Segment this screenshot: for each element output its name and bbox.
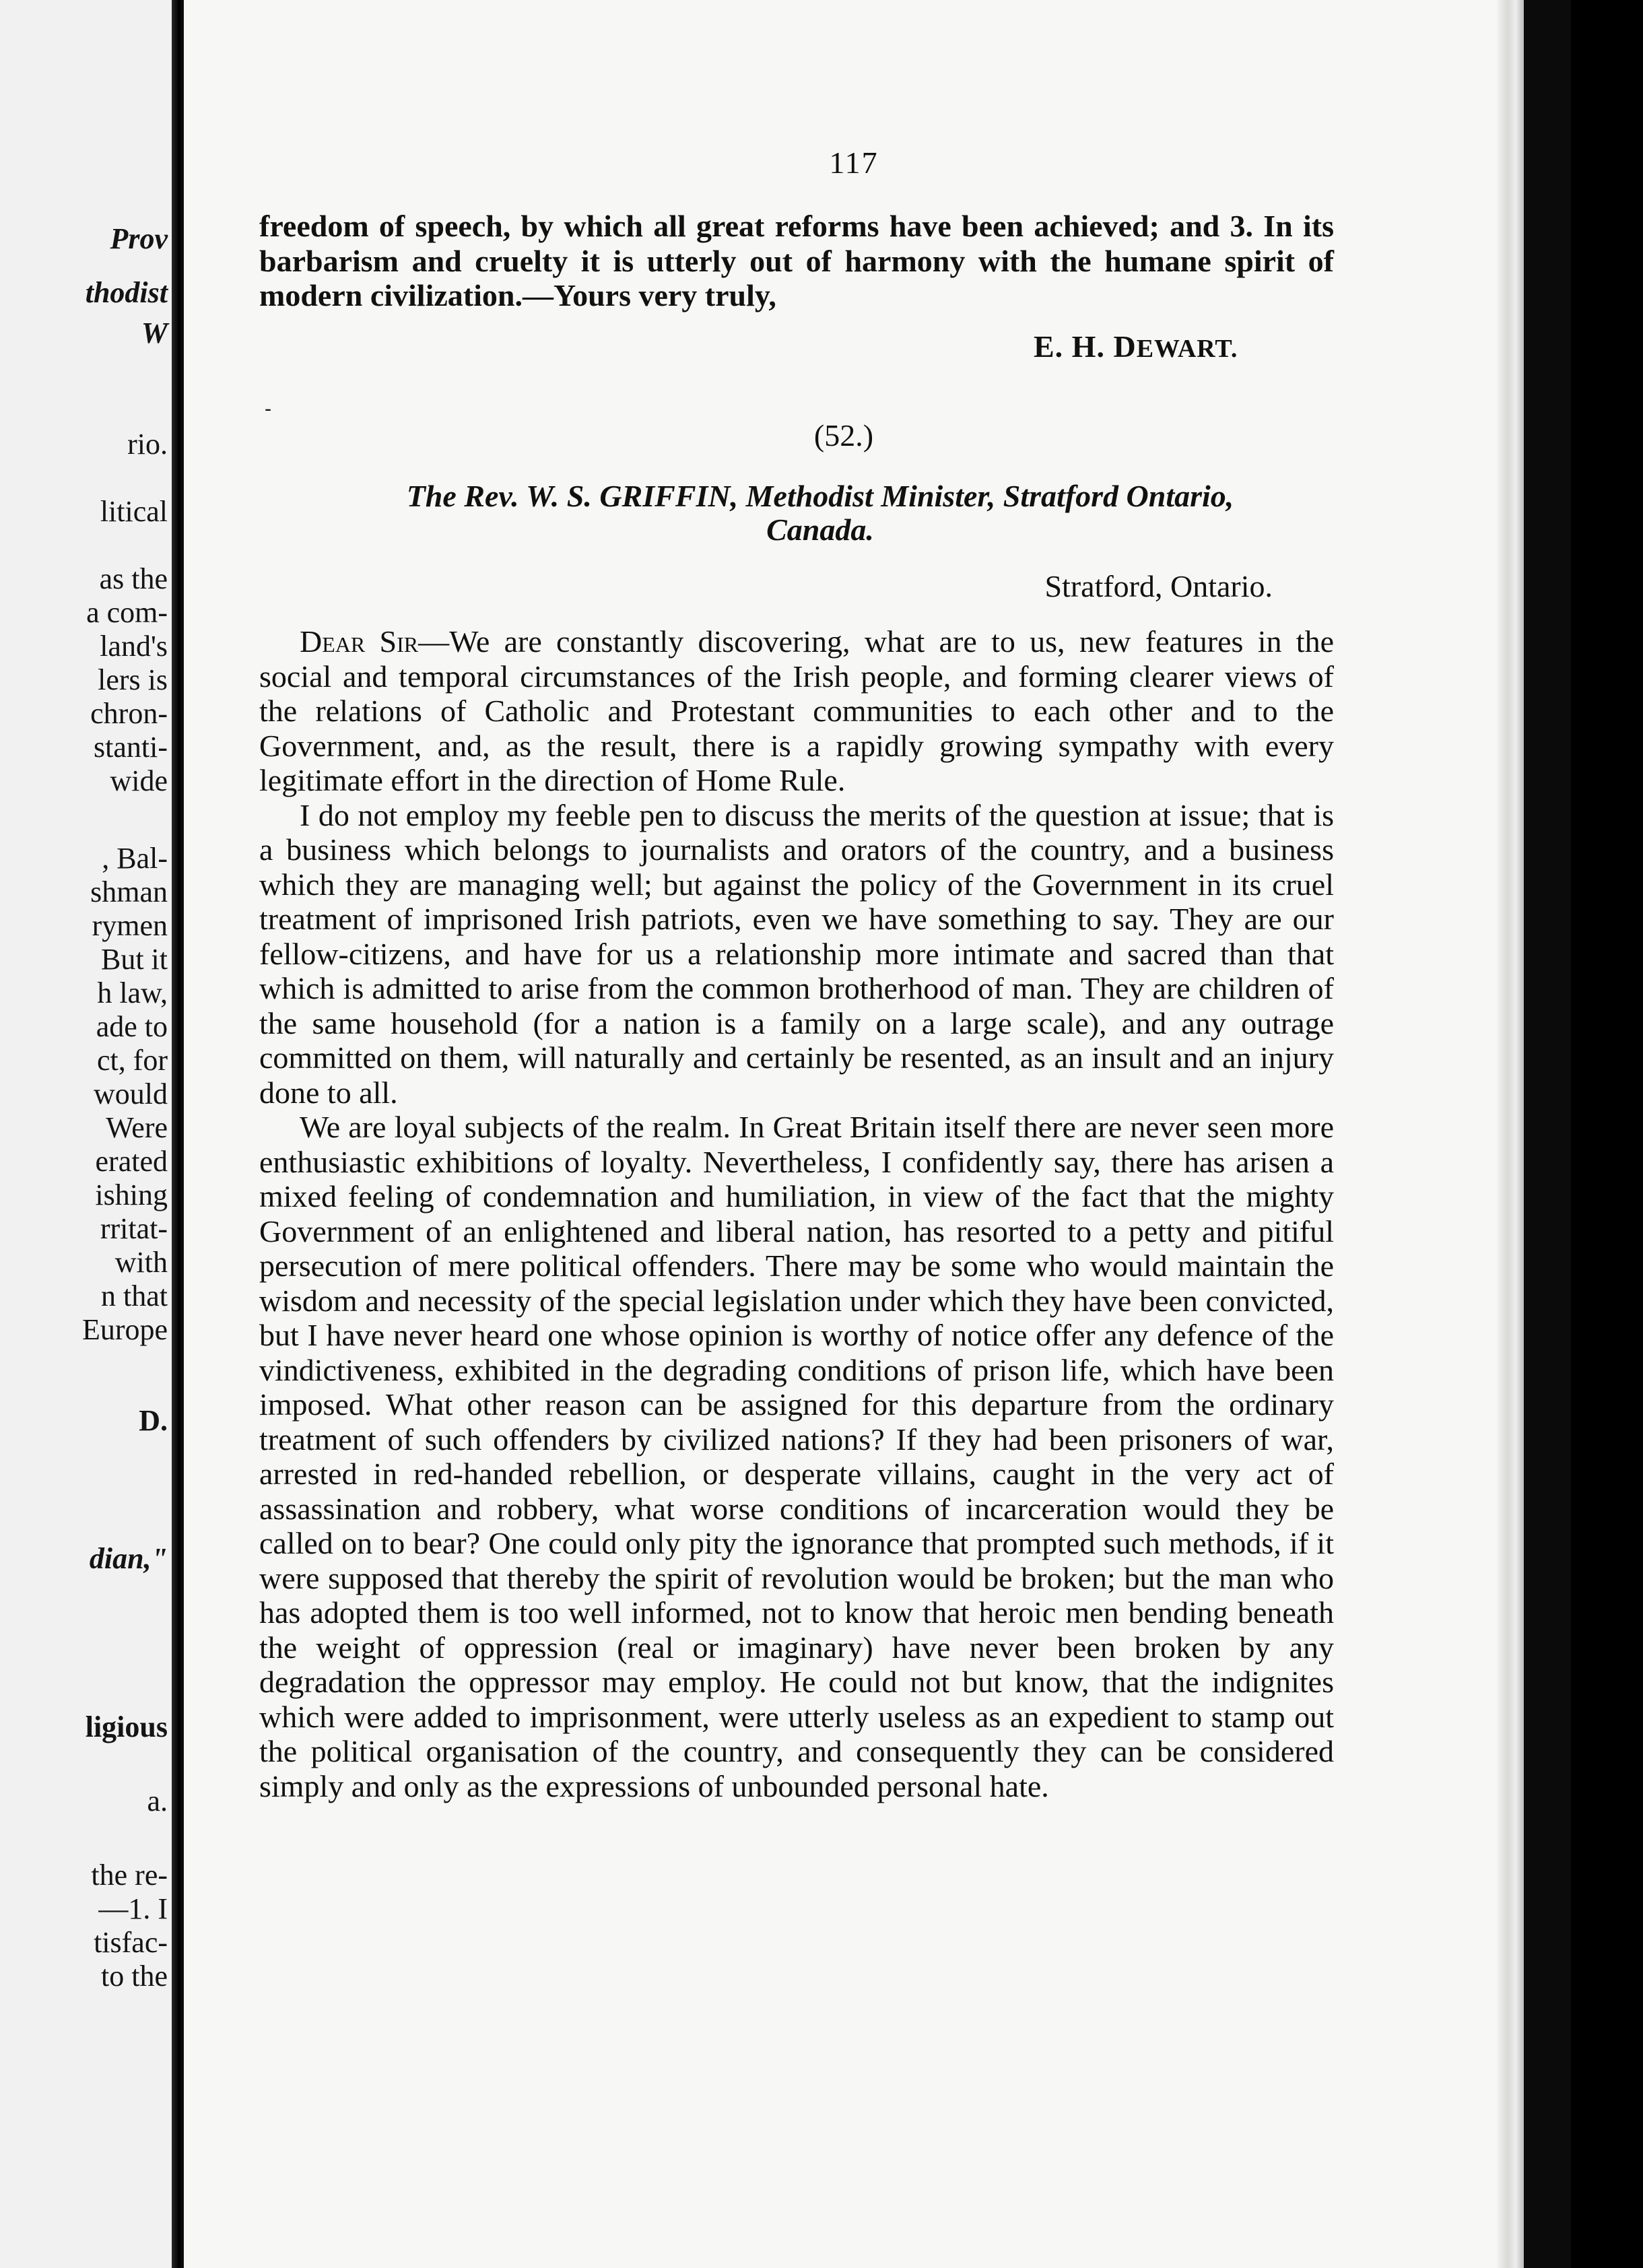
letter-body [259,624,1334,1803]
letter-number: (52.) [813,418,874,453]
signature [1034,329,1238,364]
left-page-line: a com- [86,596,168,629]
letter-heading [305,479,1335,547]
left-page-line: tisfac- [94,1926,168,1959]
signature-initials: E. H. D [1034,329,1137,364]
left-page-line: Prov [110,222,168,255]
page-number: 117 [829,145,879,180]
left-page-line: ct, for [96,1044,168,1077]
heading-line-1: The Rev. W. S. GRIFFIN, Methodist Minister, Stratford Ontario, [406,479,1234,513]
signature-rest: EWART. [1136,335,1238,363]
scan-background-right [1524,0,1571,2268]
left-page-line: ishing [95,1178,168,1211]
letter-end-text: freedom of speech, by which all great reforms have been achieved; and 3. In its barbarism and cruelty it is utterly out of harmony with the humane spirit of modern civilization.—Yours very truly, [259,209,1334,312]
left-page-line: stanti- [94,731,168,764]
main-page [184,0,1571,2268]
left-page-line: rymen [92,909,168,942]
letter-place: Stratford, Ontario. [1044,569,1273,603]
left-page-line: ade to [96,1010,168,1043]
book-gutter [172,0,184,2268]
left-page-line: Europe [81,1313,168,1346]
left-page-line: rritat- [100,1212,168,1245]
left-page-line: wide [110,764,168,797]
left-page-line: as the [99,562,168,595]
left-page-line: with [114,1246,168,1279]
previous-letter-ending [259,209,1334,313]
left-page-line: the re- [91,1859,168,1892]
paragraph-3: We are loyal subjects of the realm. In Great Britain itself there are never seen more enthusiastic exhibitions of loyalty. Nevertheless, I confidently say, there has arisen a mixed feeling of condemnation and humiliation, in view of the fact that the mighty Government of an enlightened and liberal nation, has resorted to a petty and pitiful persecution of mere political offenders. There may be some who would maintain the wisdom and necessity of the special legislation under which they have been convicted, but I have never heard one whose opinion is worthy of notice offer any defence of the vindictiveness, exhibited in the degrading conditions of prison life, which have been imposed. What other reason can be assigned for this departure from the ordinary treatment of such offenders by civilized nations? If they had been prisoners of war, arrested in red-handed rebellion, or desperate villains, caught in the very act of assassination and robbery, what worse conditions of incarceration would they be called on to bear? One could only pity the ignorance that prompted such methods, if it were supposed that thereby the spirit of revolution would be broken; but the man who has adopted them is too well informed, not to know that heroic men bending beneath the weight of oppression (real or imaginary) have never been broken by any degradation the oppressor may employ. He could not but know, that the indignites which were added to imprisonment, were utterly useless as an expedient to stamp out the political organisation of the country, and consequently they can be considered simply and only as the expressions of unbounded personal hate. [259,1110,1334,1803]
left-page-line: rio. [127,428,168,461]
left-page-line: erated [95,1145,168,1178]
paragraph-2: I do not employ my feeble pen to discuss the merits of the question at issue; that is a business which belongs to journalists and orators of the country, and a business which they are managing well; but against the policy of the Government in its cruel treatment of imprisoned Irish patriots, even we have something to say. They are our fellow-citizens, and have for us a relationship more intimate and sacred than that which is admitted to arise from the common brotherhood of man. They are children of the same household (for a nation is a family on a large scale), and any outrage committed on them, will naturally and certainly be resented, as an insult and an injury done to all. [259,797,1334,1110]
left-page-line: litical [100,495,168,528]
heading-line-2: Canada. [766,512,874,547]
left-page-line: —1. I [98,1892,168,1925]
left-page-line: shman [90,875,168,908]
left-page-line: ligious [85,1710,168,1743]
left-facing-page [0,0,172,2268]
left-page-line: thodist [85,276,168,309]
left-page-line: chron- [90,697,168,730]
paragraph-1 [259,624,1334,798]
salutation: Dear Sir [300,624,419,659]
paragraph-1-text: —We are constantly discovering, what are to us, new features in the social and temporal circumstances of the Irish people, and forming clearer views of the relations of Catholic and Protestant communities to each other and to the Government, and, as the result, there is a rapidly growing sympathy with every legitimate effort in the direction of Home Rule. [259,624,1334,797]
left-page-line: Were [106,1111,168,1144]
left-page-line: D. [139,1404,168,1437]
page-edge-shadow [1497,0,1524,2268]
stray-mark: - [265,397,272,421]
left-page-line: But it [100,943,168,976]
left-page-line: would [94,1077,168,1110]
left-page-line: , Bal- [102,842,168,875]
left-page-line: to the [101,1960,168,1993]
left-page-line: a. [147,1785,168,1817]
left-page-line: W [141,316,168,349]
left-page-line: land's [100,630,168,663]
left-page-line: h law, [97,976,168,1009]
left-page-line: lers is [98,663,168,696]
left-page-line: n that [101,1279,168,1312]
left-page-line: dian," [89,1542,168,1575]
